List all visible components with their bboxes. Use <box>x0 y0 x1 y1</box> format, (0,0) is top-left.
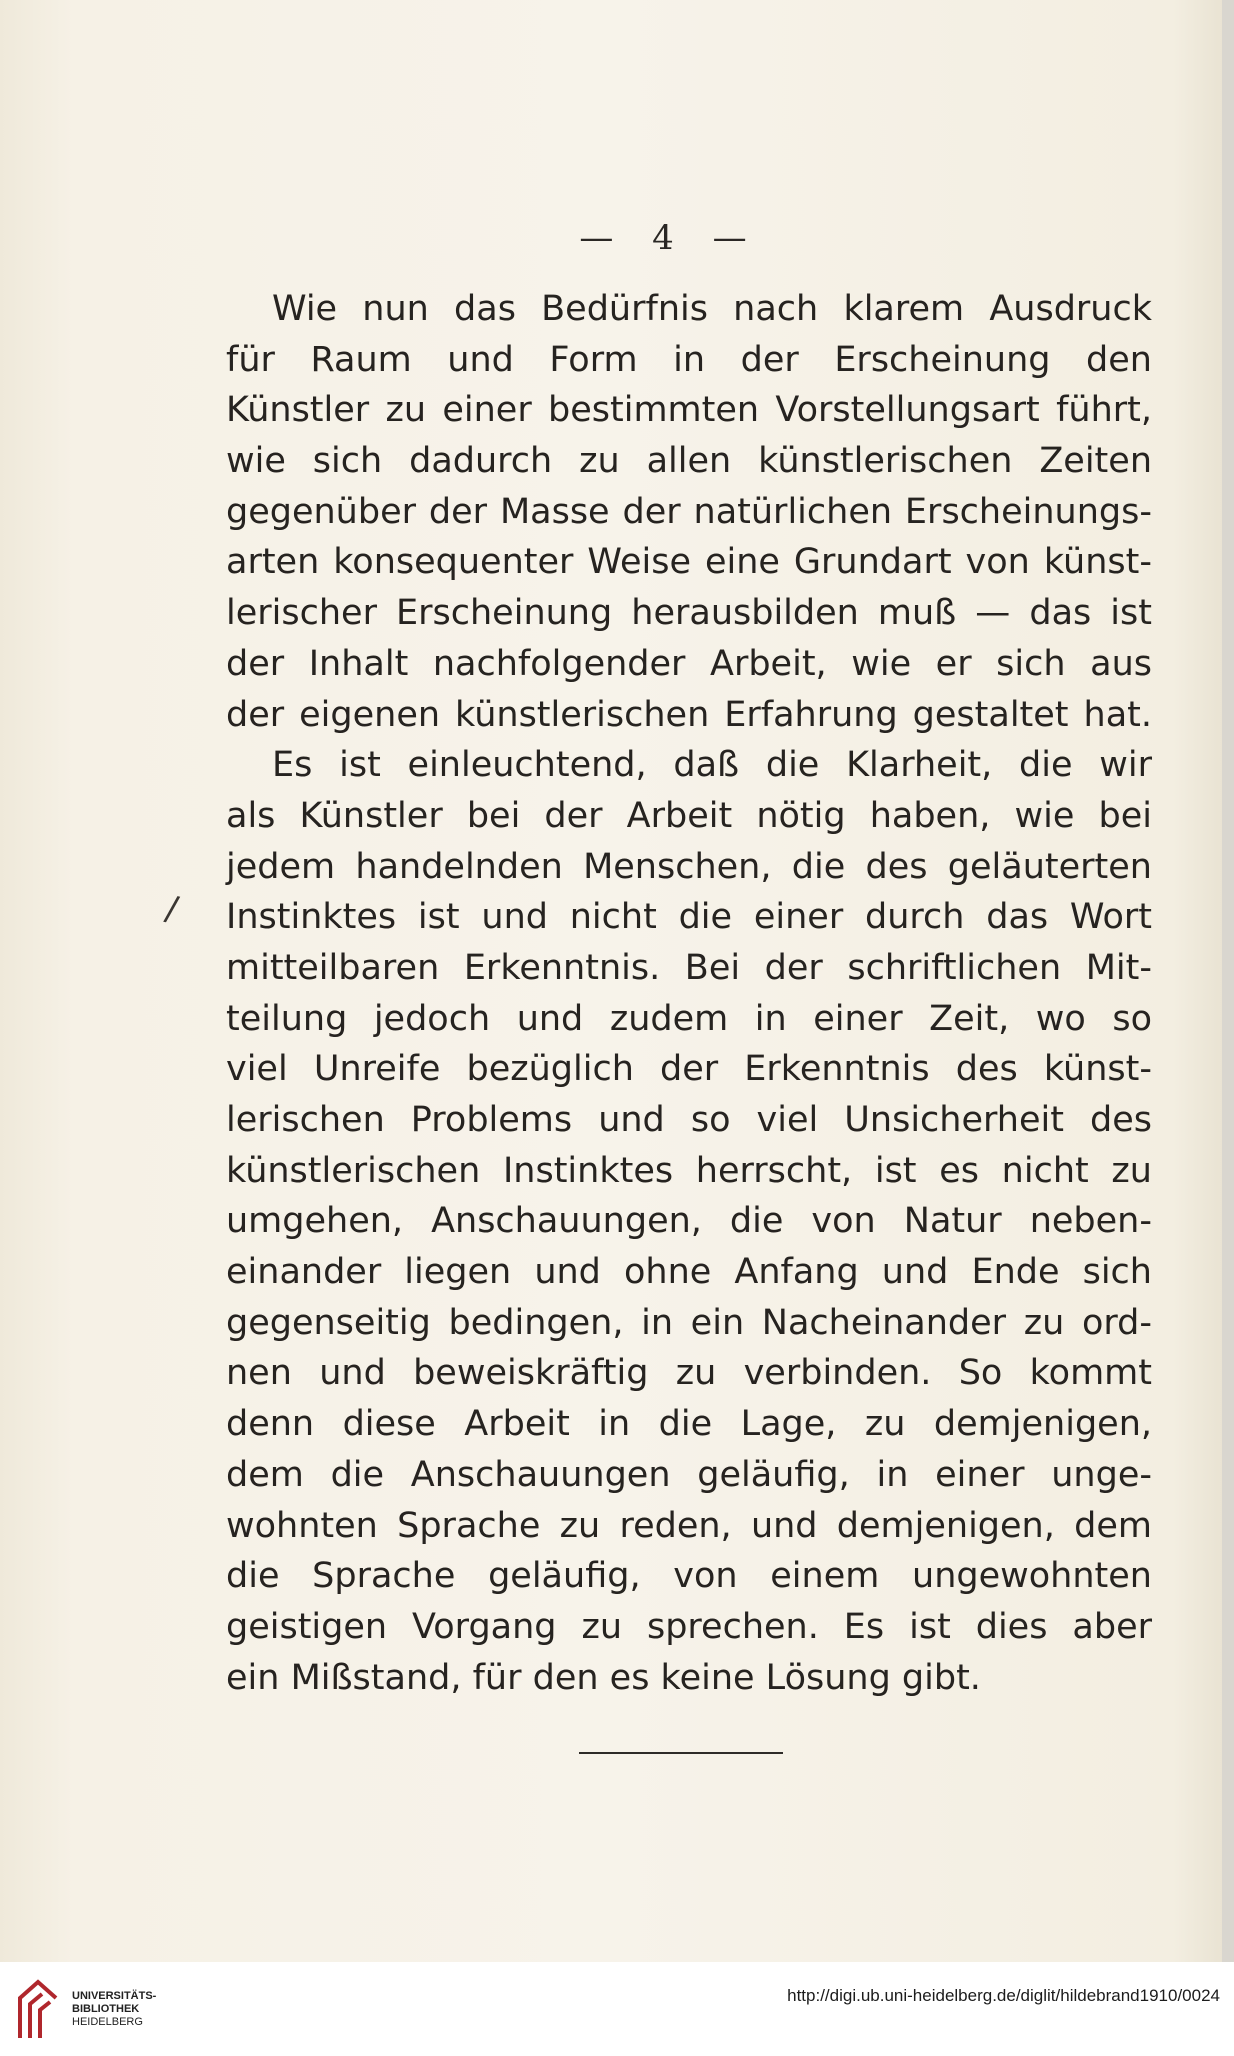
library-name <box>72 1990 156 2029</box>
text-line: wie sich dadurch zu allen künstlerischen Zeiten <box>226 441 1152 482</box>
text-line: die Sprache geläufig, von einem ungewohnten <box>226 1556 1152 1597</box>
margin-pencil-mark: / <box>162 888 182 930</box>
text-line: Wie nun das Bedürfnis nach klarem Ausdruck <box>272 289 1152 329</box>
text-line: der Inhalt nachfolgender Arbeit, wie er sich aus <box>226 643 1152 684</box>
text-line: umgehen, Anschauungen, die von Natur neben- <box>226 1201 1152 1242</box>
text-line: Künstler zu einer bestimmten Vorstellungsart führt, <box>226 390 1152 431</box>
paper-edge <box>1222 0 1234 1962</box>
text-line: teilung jedoch und zudem in einer Zeit, wo so <box>226 998 1152 1039</box>
library-name-line: BIBLIOTHEK <box>72 2003 140 2015</box>
text-line: als Künstler bei der Arbeit nötig haben, wie bei <box>226 795 1152 836</box>
text-line: viel Unreife bezüglich der Erkenntnis des künst- <box>226 1049 1152 1090</box>
text-line: für Raum und Form in der Erscheinung den <box>226 339 1152 380</box>
text-line: denn diese Arbeit in die Lage, zu demjenigen, <box>226 1404 1152 1445</box>
text-line: arten konsequenter Weise eine Grundart von künst- <box>226 542 1152 583</box>
page-number: — 4 — <box>579 218 761 258</box>
text-line: geistigen Vorgang zu sprechen. Es ist dies aber <box>226 1606 1152 1647</box>
text-line: gegenseitig bedingen, in ein Nacheinander zu ord- <box>226 1302 1152 1343</box>
text-line: lerischer Erscheinung herausbilden muß — das ist <box>226 593 1152 634</box>
text-line: lerischen Problems und so viel Unsicherheit des <box>226 1100 1152 1140</box>
text-line: künstlerischen Instinktes herrscht, ist es nicht zu <box>226 1150 1152 1191</box>
text-line: nen und beweiskräftig zu verbinden. So kommt <box>226 1353 1152 1394</box>
library-name-line: UNIVERSITÄTS- <box>72 1990 157 2002</box>
text-line: ein Mißstand, für den es keine Lösung gibt. <box>226 1657 981 1698</box>
text-line: dem die Anschauungen geläufig, in einer unge- <box>226 1454 1152 1495</box>
text-line: wohnten Sprache zu reden, und demjenigen, dem <box>226 1505 1152 1546</box>
text-line: gegenüber der Masse der natürlichen Erscheinungs- <box>226 491 1152 532</box>
text-line: Es ist einleuchtend, daß die Klarheit, die wir <box>272 745 1152 786</box>
text-line: Instinktes ist und nicht die einer durch das Wort <box>226 897 1152 938</box>
digitization-footer <box>0 1962 1234 2056</box>
end-rule-divider <box>579 1752 783 1754</box>
library-name-line: HEIDELBERG <box>72 2016 143 2028</box>
text-line: jedem handelnden Menschen, die des geläuterten <box>226 846 1152 887</box>
text-line: der eigenen künstlerischen Erfahrung gestaltet hat. <box>226 694 1152 735</box>
text-line: mitteilbaren Erkenntnis. Bei der schriftlichen Mit- <box>226 947 1152 988</box>
source-url-link[interactable]: http://digi.ub.uni-heidelberg.de/diglit/hildebrand1910/0024 <box>787 1986 1220 2005</box>
text-line: einander liegen und ohne Anfang und Ende sich <box>226 1252 1152 1293</box>
body-text <box>226 284 1152 1703</box>
library-logo-icon <box>12 1976 64 2042</box>
